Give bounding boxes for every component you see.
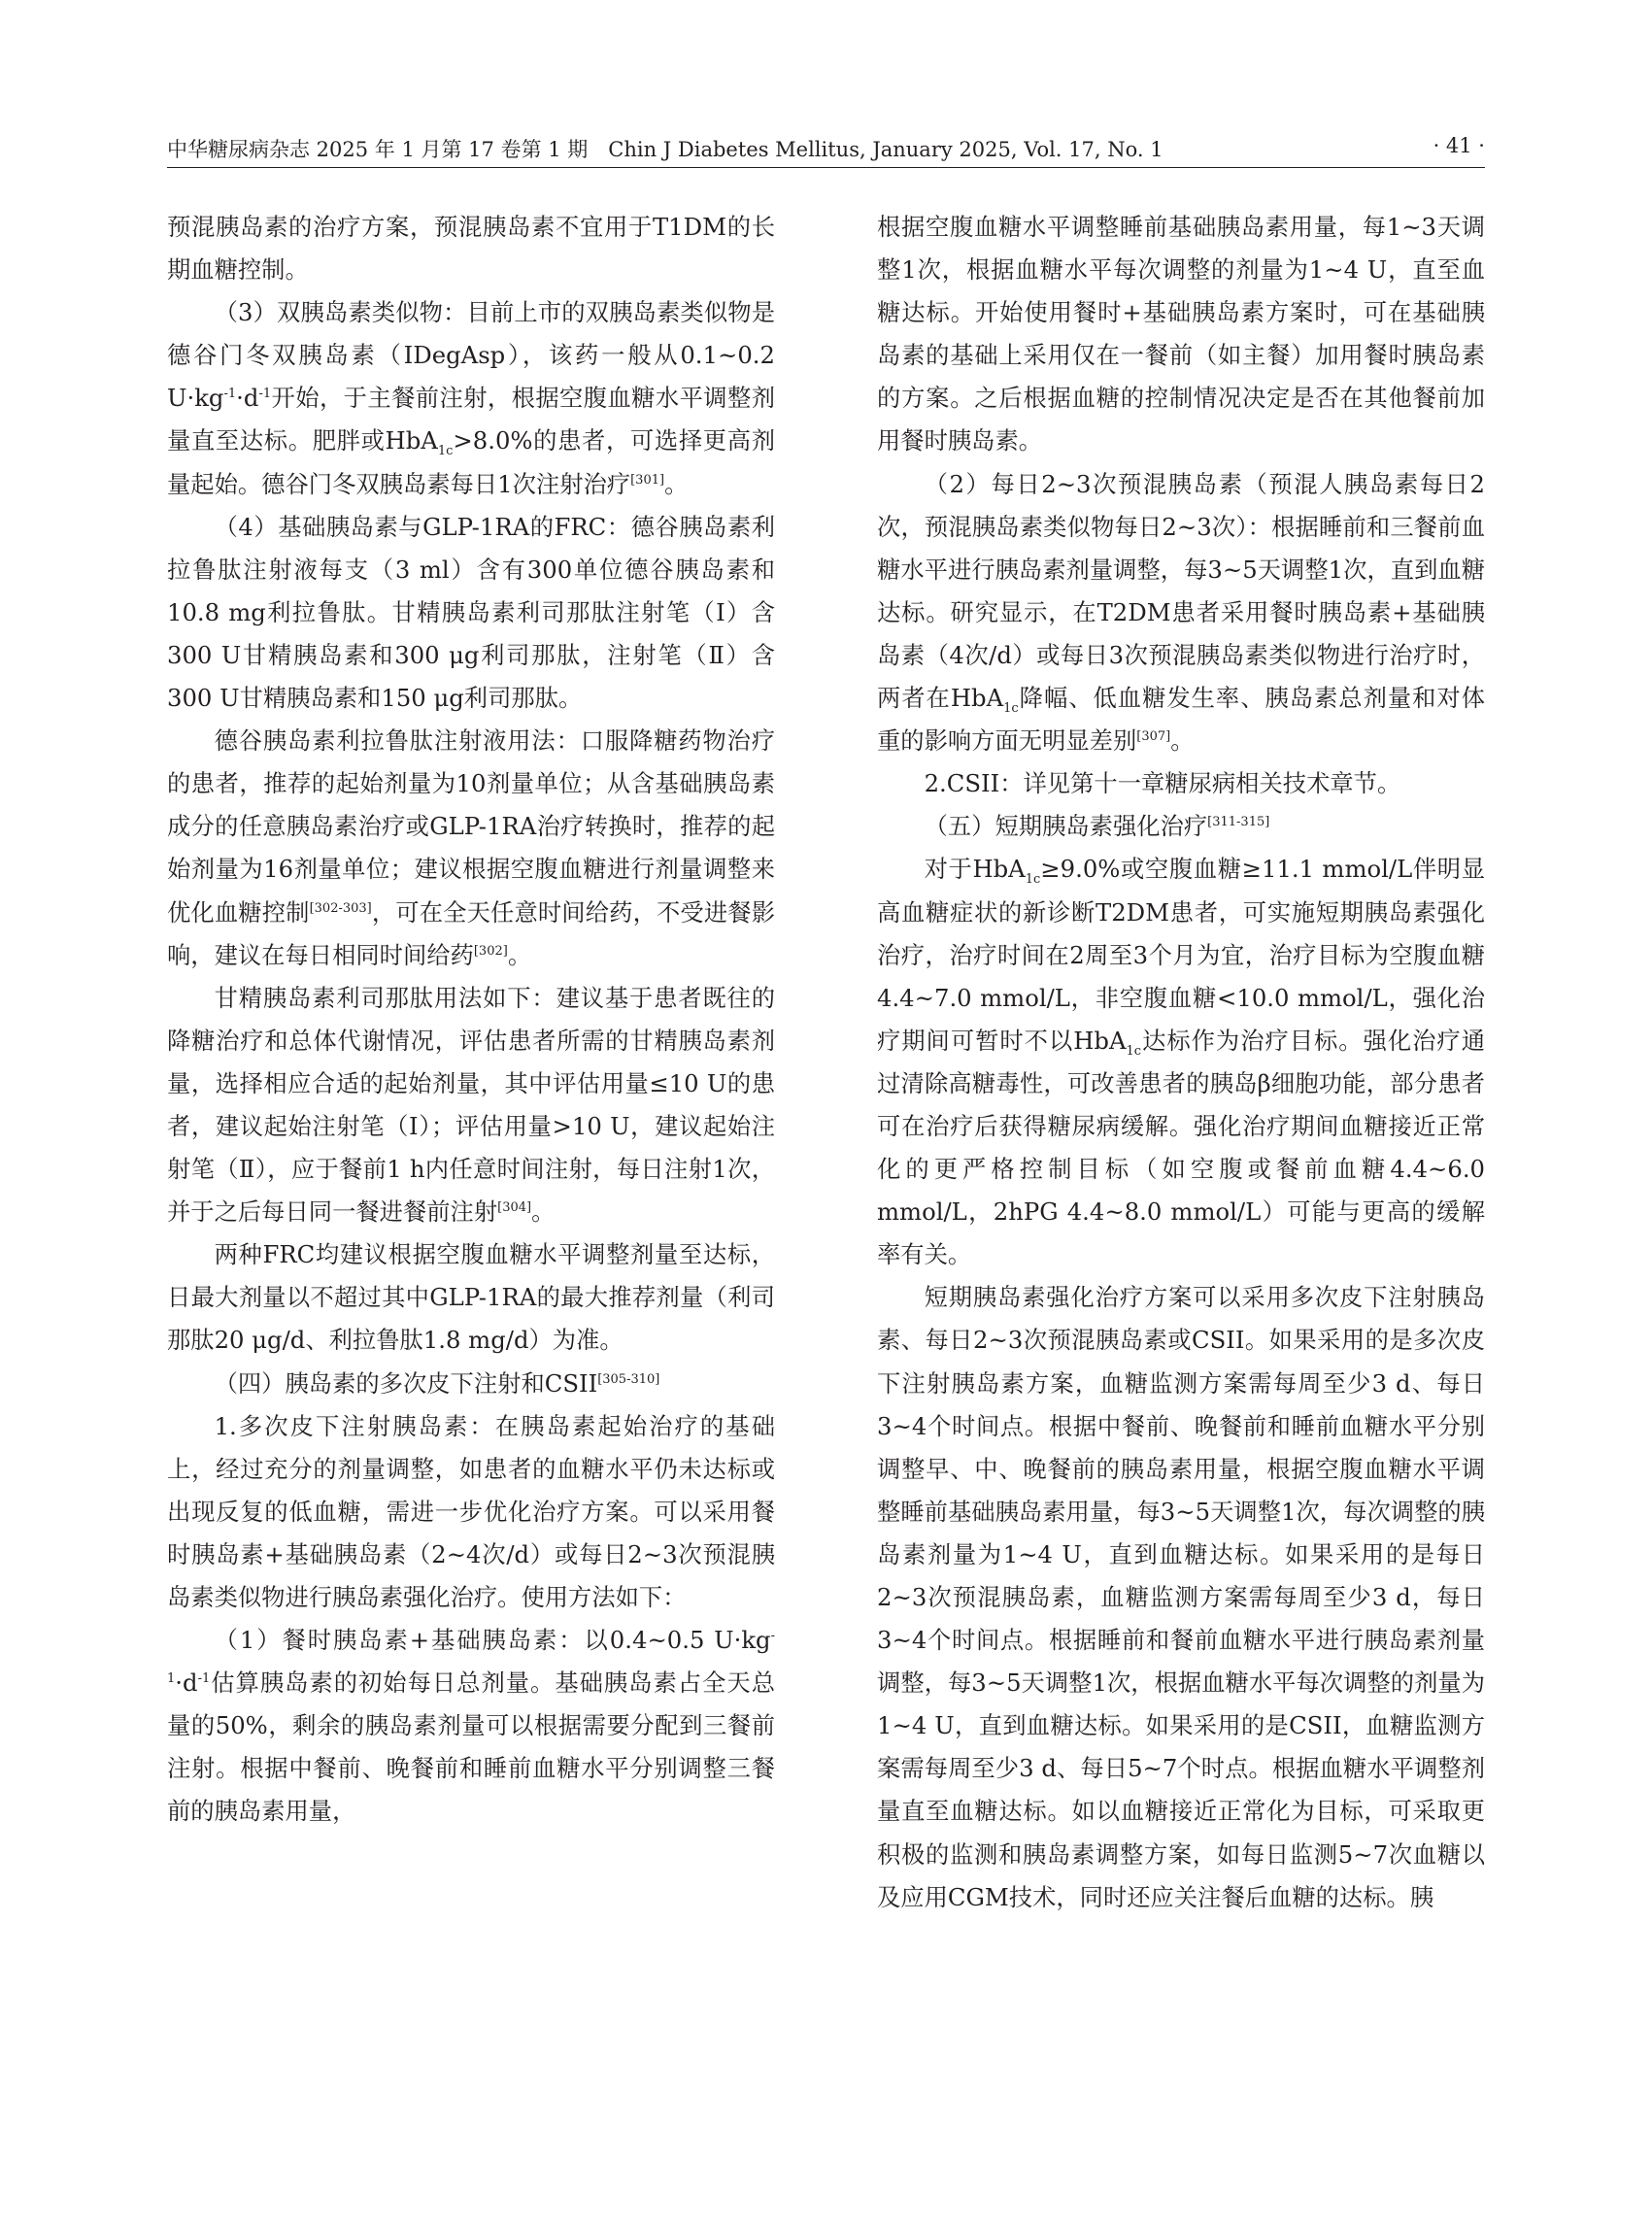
- text: （五）短期胰岛素强化治疗: [924, 812, 1208, 841]
- text: ·d: [236, 384, 259, 413]
- text: 开始，于主餐前注射，根据空腹血糖水平调整剂量直至达标。肥胖或HbA: [167, 384, 775, 455]
- text: ≥9.0%或空腹血糖≥11.1 mmol/L伴明显高血糖症状的新诊断T2DM患者，可实施短期胰岛素强化治疗，治疗时间在2周至3个月为宜，治疗目标为空腹血糖4.4~7.0 mmol/L，非空腹血糖<10.0 mmol/L，强化治疗期间可暂时不以HbA: [877, 855, 1485, 1055]
- paragraph-basal-bolus: [167, 1619, 775, 1833]
- text: 估算胰岛素的初始每日总剂量。基础胰岛素占全天总量的50%，剩余的胰岛素剂量可以根据需要分配到三餐前注射。根据中餐前、晚餐前和睡前血糖水平分别调整三餐前的胰岛素用量，: [167, 1669, 775, 1826]
- text: 。: [507, 940, 532, 969]
- section-heading-4: [167, 1363, 775, 1405]
- text: 对于HbA: [924, 855, 1026, 884]
- text: 降幅、低血糖发生率、胰岛素总剂量和对体重的影响方面无明显差别: [877, 684, 1486, 756]
- citation-ref: [301]: [630, 472, 665, 488]
- subscript: 1c: [437, 444, 454, 459]
- paragraph-short-term-intensive: [877, 848, 1485, 1276]
- text: 达标作为治疗目标。强化治疗通过清除高糖毒性，可改善患者的胰岛β细胞功能，部分患者可在治疗后获得糖尿病缓解。强化治疗期间血糖接近正常化的更严格控制目标（如空腹或餐前血糖4.4~6.0 mmol/L，2hPG 4.4~8.0 mmol/L）可能与更高的缓解率有关。: [877, 1026, 1485, 1269]
- text: ，可在全天任意时间给药，不受进餐影响，建议在每日相同时间给药: [167, 897, 776, 969]
- text: >8.0%的患者，可选择更高剂量起始。德谷门冬双胰岛素每日1次注射治疗: [167, 426, 775, 498]
- superscript: -1: [167, 1629, 775, 1687]
- paragraph-dual-insulin-analog: [167, 291, 775, 505]
- superscript: -1: [197, 1671, 211, 1687]
- section-heading-5: [877, 805, 1485, 848]
- right-column: [877, 206, 1485, 1919]
- superscript: -1: [258, 387, 272, 402]
- paragraph-mdi: 1.多次皮下注射胰岛素：在胰岛素起始治疗的基础上，经过充分的剂量调整，如患者的血糖水平仍未达标或出现反复的低血糖，需进一步优化治疗方案。可以采用餐时胰岛素+基础胰岛素（2~4次/d）或每日2~3次预混胰岛素类似物进行胰岛素强化治疗。使用方法如下：: [167, 1411, 775, 1611]
- paragraph-csii: 2.CSII：详见第十一章糖尿病相关技术章节。: [924, 769, 1401, 798]
- left-column: [167, 206, 775, 1834]
- text: 。: [1170, 726, 1195, 756]
- paragraph-frc-titration: 两种FRC均建议根据空腹血糖水平调整剂量至达标，日最大剂量以不超过其中GLP-1RA的最大推荐剂量（利司那肽20 μg/d、利拉鲁肽1.8 mg/d）为准。: [167, 1240, 775, 1355]
- text: （1）餐时胰岛素+基础胰岛素：以0.4~0.5 U·kg: [214, 1626, 771, 1655]
- running-header: [167, 132, 1485, 168]
- text: 甘精胰岛素利司那肽用法如下：建议基于患者既往的降糖治疗和总体代谢情况，评估患者所需的甘精胰岛素剂量，选择相应合适的起始剂量，其中评估用量≤10 U的患者，建议起始注射笔（Ⅰ）；评估用量>10 U，建议起始注射笔（Ⅱ），应于餐前1 h内任意时间注射，每日注射1次，并于之后每日同一餐进餐前注射: [167, 983, 775, 1227]
- paragraph-iglarLixi-usage: [167, 977, 775, 1234]
- subscript: 1c: [1003, 700, 1019, 716]
- text: ·d: [175, 1669, 198, 1698]
- subscript: 1c: [1025, 872, 1041, 888]
- paragraph-premix-twice-thrice: [877, 463, 1485, 763]
- paragraph-frc: （4）基础胰岛素与GLP-1RA的FRC：德谷胰岛素利拉鲁肽注射液每支（3 ml）含有300单位德谷胰岛素和10.8 mg利拉鲁肽。甘精胰岛素利司那肽注射笔（Ⅰ）含300 U甘精胰岛素和300 μg利司那肽，注射笔（Ⅱ）含300 U甘精胰岛素和150 μg利司那肽。: [167, 512, 775, 713]
- text: 。: [531, 1197, 556, 1227]
- citation-ref: [302-303]: [309, 900, 372, 916]
- paragraph-idegLira-usage: [167, 720, 775, 977]
- superscript: -1: [223, 387, 237, 402]
- text: （四）胰岛素的多次皮下注射和CSII: [214, 1368, 598, 1398]
- text: （2）每日2~3次预混胰岛素（预混人胰岛素每日2次，预混胰岛素类似物每日2~3次）：根据睡前和三餐前血糖水平进行胰岛素剂量调整，每3~5天调整1次，直到血糖达标。研究显示，在T2DM患者采用餐时胰岛素+基础胰岛素（4次/d）或每日3次预混胰岛素类似物进行治疗时，两者在HbA: [877, 469, 1485, 713]
- paragraph-basal-bolus-continued: 根据空腹血糖水平调整睡前基础胰岛素用量，每1~3天调整1次，根据血糖水平每次调整的剂量为1~4 U，直至血糖达标。开始使用餐时+基础胰岛素方案时，可在基础胰岛素的基础上采用仅在一餐前（如主餐）加用餐时胰岛素的方案。之后根据血糖的控制情况决定是否在其他餐前加用餐时胰岛素。: [877, 213, 1485, 455]
- paragraph-premix-continued: 预混胰岛素的治疗方案，预混胰岛素不宜用于T1DM的长期血糖控制。: [167, 213, 775, 285]
- text: 德谷胰岛素利拉鲁肽注射液用法：口服降糖药物治疗的患者，推荐的起始剂量为10剂量单位；从含基础胰岛素成分的任意胰岛素治疗或GLP-1RA治疗转换时，推荐的起始剂量为16剂量单位；建议根据空腹血糖进行剂量调整来优化血糖控制: [167, 726, 775, 927]
- citation-ref: [302]: [473, 943, 508, 959]
- paragraph-intensive-regimens: 短期胰岛素强化治疗方案可以采用多次皮下注射胰岛素、每日2~3次预混胰岛素或CSII。如果采用的是多次皮下注射胰岛素方案，血糖监测方案需每周至少3 d、每日3~4个时间点。根据中餐前、晚餐前和睡前血糖水平分别调整早、中、晚餐前的胰岛素用量，根据空腹血糖水平调整睡前基础胰岛素用量，每3~5天调整1次，每次调整的胰岛素剂量为1~4 U，直到血糖达标。如果采用的是每日2~3次预混胰岛素，血糖监测方案需每周至少3 d，每日3~4个时间点。根据睡前和餐前血糖水平进行胰岛素剂量调整，每3~5天调整1次，根据血糖水平每次调整的剂量为1~4 U，直到血糖达标。如果采用的是CSII，血糖监测方案需每周至少3 d、每日5~7个时点。根据血糖水平调整剂量直至血糖达标。如以血糖接近正常化为目标，可采取更积极的监测和胰岛素调整方案，如每日监测5~7次血糖以及应用CGM技术，同时还应关注餐后血糖的达标。胰: [877, 1283, 1485, 1911]
- journal-citation: 中华糖尿病杂志 2025 年 1 月第 17 卷第 1 期 Chin J Diabetes Mellitus, January 2025, Vol. 17, No. 1: [167, 138, 1163, 161]
- citation-ref: [304]: [497, 1200, 532, 1216]
- text: （3）双胰岛素类似物：目前上市的双胰岛素类似物是德谷门冬双胰岛素（IDegAsp），该药一般从0.1~0.2 U·kg: [167, 298, 775, 413]
- citation-ref: [307]: [1136, 729, 1171, 745]
- citation-ref: [305-310]: [597, 1371, 660, 1387]
- text: 。: [664, 469, 689, 498]
- subscript: 1c: [1126, 1043, 1142, 1059]
- page-number: · 41 ·: [1433, 134, 1485, 157]
- citation-ref: [311-315]: [1207, 815, 1270, 830]
